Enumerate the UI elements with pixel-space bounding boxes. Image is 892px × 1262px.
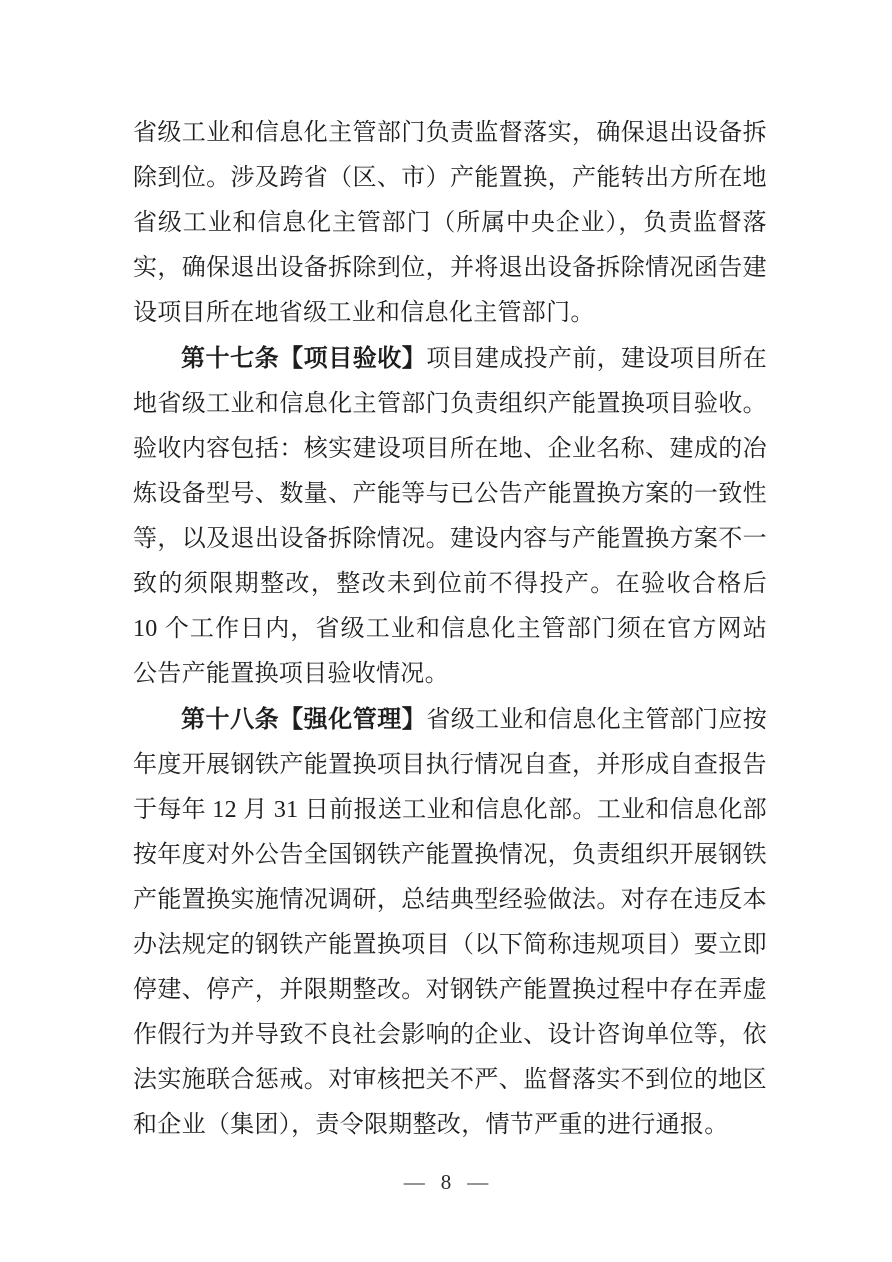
document-body [133, 111, 767, 1148]
article-heading: 第十七条【项目验收】 [181, 345, 427, 372]
footer-dash-right: — [467, 1170, 489, 1194]
paragraph [133, 697, 767, 1148]
paragraph-text: 项目建成投产前，建设项目所在地省级工业和信息化主管部门负责组织产能置换项目验收。验收内容包括：核实建设项目所在地、企业名称、建成的冶炼设备型号、数量、产能等与已公告产能置换方案的一致性等，以及退出设备拆除情况。建设内容与产能置换方案不一致的须限期整改，整改未到位前不得投产。在验收合格后 10 个工作日内，省级工业和信息化主管部门须在官方网站公告产能置换项目验收情况。 [133, 346, 768, 687]
paragraph [133, 336, 767, 697]
page-number: 8 [440, 1170, 452, 1194]
paragraph-text: 省级工业和信息化主管部门应按年度开展钢铁产能置换项目执行情况自查，并形成自查报告于每年 12 月 31 日前报送工业和信息化部。工业和信息化部按年度对外公告全国钢铁产能置换情况，负责组织开展钢铁产能置换实施情况调研，总结典型经验做法。对存在违反本办法规定的钢铁产能置换项目（以下简称违规项目）要立即停建、停产，并限期整改。对钢铁产能置换过程中存在弄虚作假行为并导致不良社会影响的企业、设计咨询单位等，依法实施联合惩戒。对审核把关不严、监督落实不到位的地区和企业（集团），责令限期整改，情节严重的进行通报。 [133, 707, 768, 1138]
paragraph-text: 省级工业和信息化主管部门负责监督落实，确保退出设备拆除到位。涉及跨省（区、市）产能置换，产能转出方所在地省级工业和信息化主管部门（所属中央企业），负责监督落实，确保退出设备拆除到位，并将退出设备拆除情况函告建设项目所在地省级工业和信息化主管部门。 [133, 120, 767, 326]
article-heading: 第十八条【强化管理】 [181, 706, 427, 733]
footer-dash-left: — [403, 1170, 425, 1194]
paragraph [133, 111, 767, 336]
page-footer [0, 1170, 892, 1195]
